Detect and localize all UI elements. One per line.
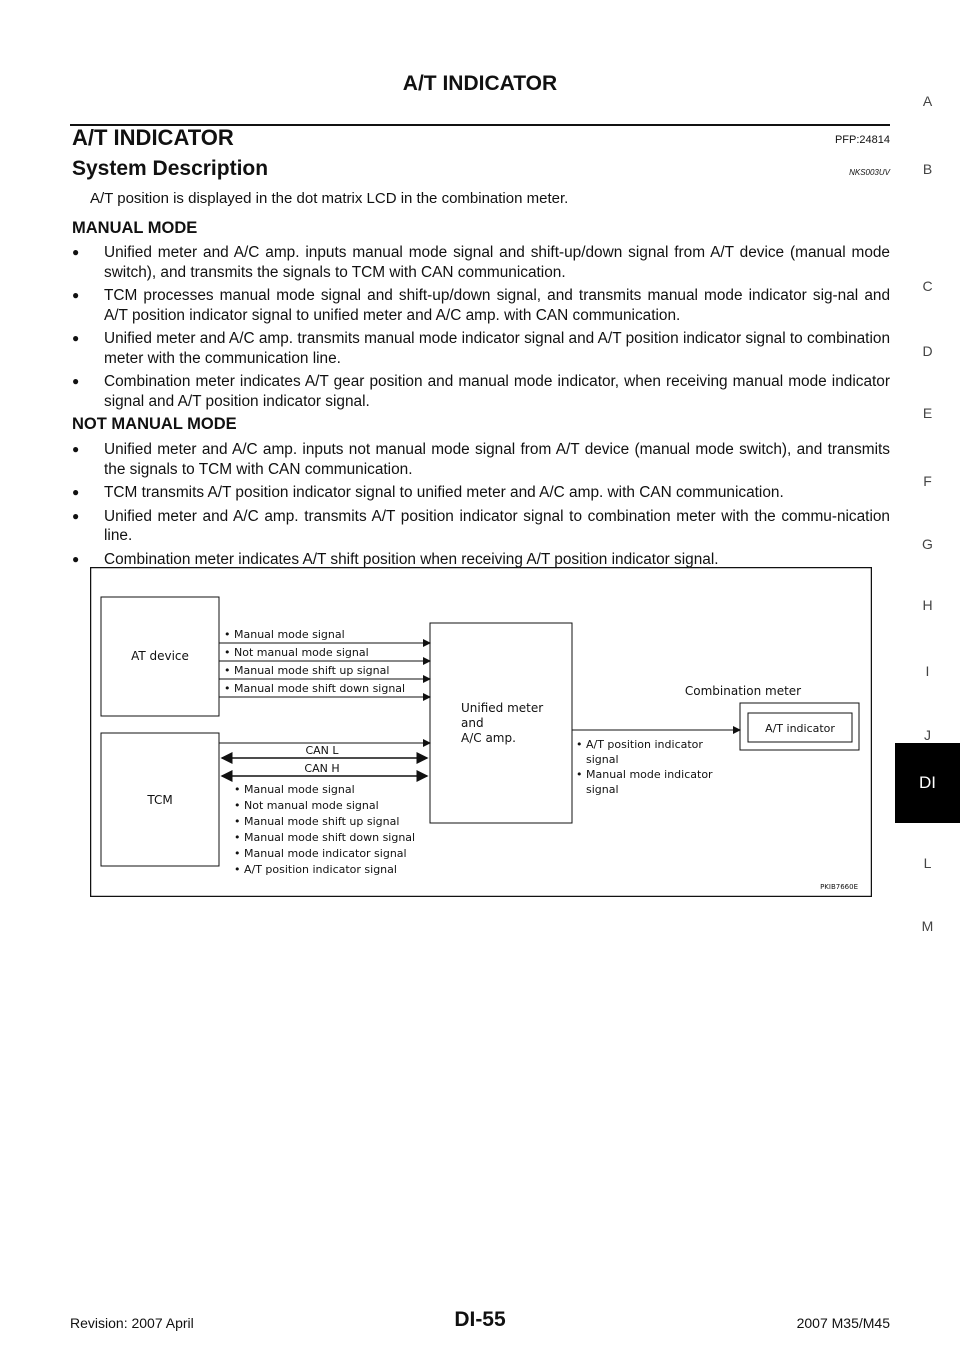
unified-meter-label-amp: A/C amp. (461, 731, 516, 745)
index-tab-e[interactable]: E (922, 405, 933, 421)
bullet-icon: ● (72, 485, 80, 499)
section-title: A/T INDICATOR (72, 125, 234, 150)
list-item: ● Combination meter indicates A/T gear position and manual mode indicator, when receiving manual mode indicator signal and A/T position indicator signal. (72, 373, 890, 410)
tcm-signal-label: • Manual mode shift up signal (234, 815, 400, 828)
index-tab-b[interactable]: B (922, 161, 933, 177)
combination-meter-label: Combination meter (684, 684, 802, 698)
index-tab-m[interactable]: M (921, 918, 934, 934)
index-tab-l[interactable]: L (923, 855, 932, 871)
section-code: PFP:24814 (834, 134, 890, 146)
index-tab-c[interactable]: C (922, 278, 933, 294)
subsection-code: NKS003UV (849, 168, 890, 177)
unified-meter-box (430, 623, 572, 823)
tcm-signal-label: • Manual mode shift down signal (234, 831, 416, 844)
tcm-signal-label: • Manual mode signal (234, 783, 355, 796)
index-tab-a[interactable]: A (922, 93, 933, 109)
out-signal-label: • A/T position indicator (576, 738, 703, 751)
not-manual-mode-list (72, 440, 890, 573)
page-header-title: A/T INDICATOR (402, 72, 558, 95)
bullet-icon: ● (72, 245, 80, 259)
index-tab-di-active[interactable]: DI (895, 743, 960, 823)
footer-page-number: DI-55 (454, 1308, 506, 1331)
subsection-title: System Description (72, 157, 269, 180)
list-item: ● Unified meter and A/C amp. inputs not manual mode signal from A/T device (manual mode switch), and transmits the signals to TCM with CAN communication. (72, 441, 890, 478)
bullet-icon: ● (72, 551, 80, 566)
index-tab-h[interactable]: H (922, 597, 933, 613)
index-tab-g[interactable]: G (922, 536, 933, 552)
list-item: ● TCM transmits A/T position indicator signal to unified meter and A/C amp. with CAN communication. (72, 484, 784, 501)
tcm-label: TCM (147, 793, 173, 807)
bullet-icon: ● (72, 331, 80, 345)
manual-mode-heading: MANUAL MODE (72, 219, 198, 237)
can-l-label: CAN L (305, 744, 339, 757)
list-item: ● TCM processes manual mode signal and shift-up/down signal, and transmits manual mode indicator sig-nal and A/T position indicator signal to unified meter and A/C amp. with CAN communication. (72, 287, 890, 324)
index-tab-f[interactable]: F (923, 473, 932, 489)
unified-meter-label-and: and (461, 716, 484, 730)
intro-text: A/T position is displayed in the dot matrix LCD in the combination meter. (90, 190, 569, 207)
signal-label: • Manual mode signal (224, 628, 345, 641)
list-item: ● Combination meter indicates A/T shift position when receiving A/T position indicator signal. (72, 550, 719, 568)
at-device-label: AT device (131, 649, 189, 663)
not-manual-mode-heading: NOT MANUAL MODE (72, 415, 237, 433)
footer-model: 2007 M35/M45 (796, 1315, 890, 1331)
index-tab-j[interactable]: J (924, 727, 931, 743)
tcm-signal-label: • Not manual mode signal (234, 799, 379, 812)
unified-meter-label: Unified meter (461, 701, 544, 715)
system-diagram (90, 567, 872, 897)
list-item: ● Unified meter and A/C amp. transmits A/T position indicator signal to combination meter with the commu-nication line. (72, 507, 890, 544)
tcm-signal-label: • Manual mode indicator signal (234, 847, 407, 860)
list-item: ● Unified meter and A/C amp. transmits manual mode indicator signal and A/T position indicator signal to combination meter with the communication line. (72, 330, 890, 367)
bullet-icon: ● (72, 442, 80, 456)
index-tab-d[interactable]: D (922, 343, 933, 359)
out-signal-label: signal (586, 783, 619, 796)
out-signal-label: signal (586, 753, 619, 766)
bullet-icon: ● (72, 374, 80, 388)
bullet-icon: ● (72, 288, 80, 302)
signal-label: • Not manual mode signal (224, 646, 369, 659)
figure-code: PKIB7660E (820, 883, 858, 891)
can-h-label: CAN H (304, 762, 340, 775)
footer-revision: Revision: 2007 April (70, 1315, 194, 1331)
signal-label: • Manual mode shift down signal (224, 682, 406, 695)
signal-label: • Manual mode shift up signal (224, 664, 390, 677)
out-signal-label: • Manual mode indicator (576, 768, 713, 781)
at-indicator-label: A/T indicator (765, 722, 835, 735)
manual-mode-list (72, 243, 890, 415)
list-item: ● Unified meter and A/C amp. inputs manual mode signal and shift-up/down signal from A/T device (manual mode switch), and transmits the signals to TCM with CAN communication. (72, 244, 890, 281)
bullet-icon: ● (72, 508, 80, 523)
index-tab-i[interactable]: I (925, 663, 930, 679)
tcm-signal-label: • A/T position indicator signal (234, 863, 397, 876)
